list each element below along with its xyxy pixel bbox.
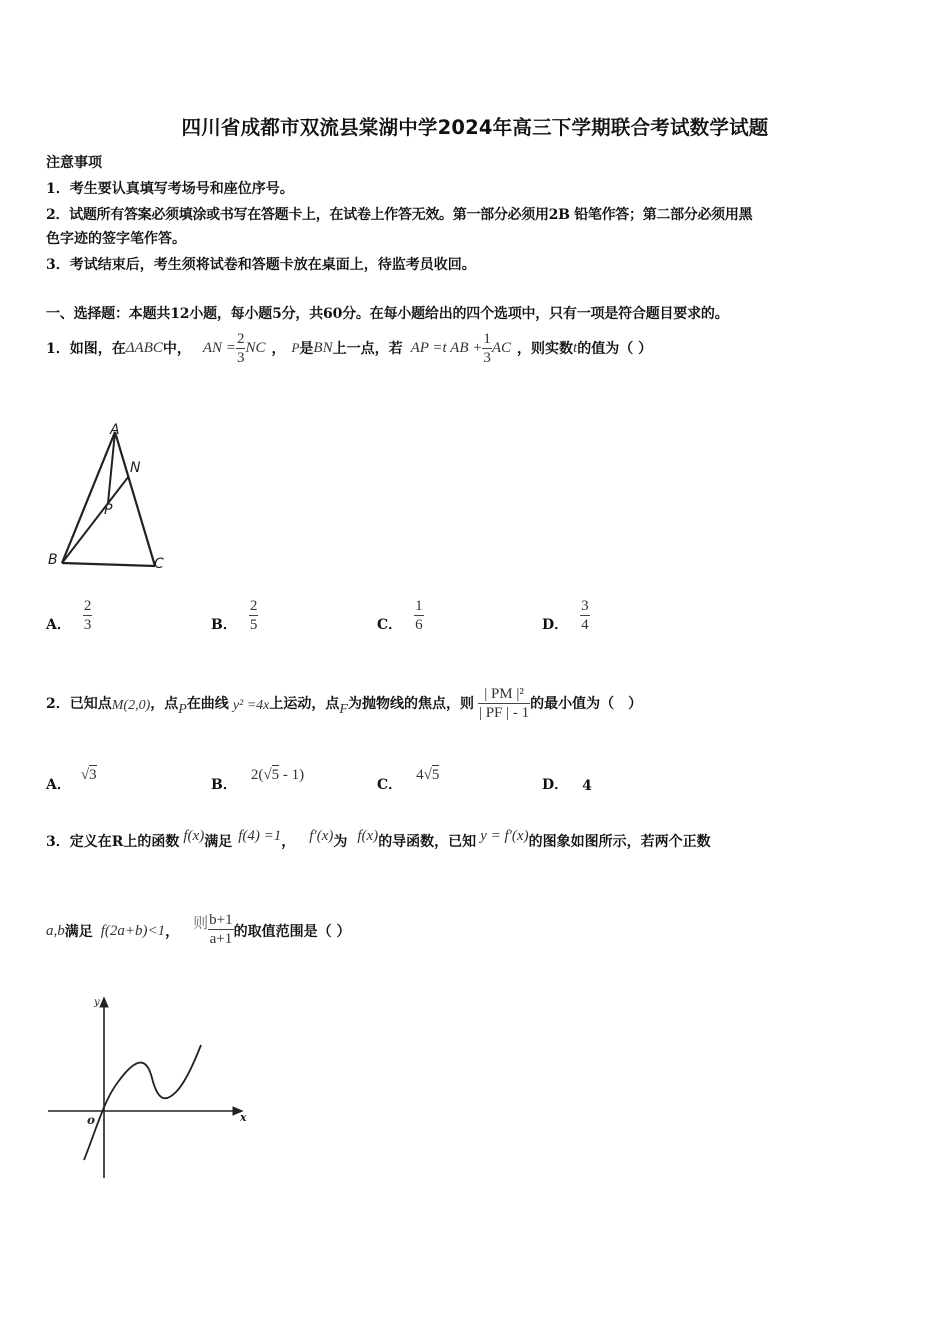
question-1-stem bbox=[46, 326, 652, 370]
q1-option-b[interactable] bbox=[211, 596, 258, 634]
q1-bn: BN bbox=[313, 339, 333, 356]
q3-ab: a,b bbox=[46, 922, 65, 939]
q2-curve: y² =4x bbox=[232, 698, 270, 713]
question-3-stem bbox=[46, 824, 711, 858]
q2-fraction: $\frac{\text{| PM |²}}{| PF | - 1}$ bbox=[478, 685, 530, 721]
q3-text: 为 bbox=[333, 834, 348, 850]
q2-text: ，点 bbox=[150, 696, 179, 712]
q1-ac: AC bbox=[491, 339, 512, 356]
option-value: √3 bbox=[80, 767, 97, 783]
option-fraction: $\frac{1}{6}$ bbox=[415, 597, 423, 633]
option-label: B． bbox=[211, 777, 237, 793]
notice-item-2a: 2．试题所有答案必须填涂或书写在答题卡上，在试卷上作答无效。第一部分必须用2B 铅笔作答；第二部分必须用黑 bbox=[46, 207, 753, 223]
q1-text: 上一点，若 bbox=[332, 341, 403, 357]
option-fraction: $\frac{2}{3}$ bbox=[83, 597, 92, 633]
q1-text: 的值为（ ） bbox=[577, 341, 653, 357]
label-p: P bbox=[104, 502, 113, 518]
notice-heading: 注意事项 bbox=[46, 155, 102, 171]
q2-option-c[interactable] bbox=[377, 764, 439, 794]
q1-text: ， bbox=[271, 341, 286, 357]
q3-ze: 则 bbox=[193, 915, 209, 932]
section-heading: 一、选择题：本题共12小题，每小题5分，共60分。在每小题给出的四个选项中，只有一项是符合题目要求的。 bbox=[46, 306, 729, 322]
q3-fx: f(x) bbox=[183, 827, 205, 844]
label-b: B bbox=[48, 552, 58, 568]
q3-text: 的取值范围是（ ） bbox=[233, 924, 351, 940]
q2-m: M(2,0) bbox=[111, 698, 151, 713]
label-origin: o bbox=[87, 1113, 96, 1127]
q3-f4: f(4) =1 bbox=[238, 827, 282, 844]
question-3-line2 bbox=[46, 904, 351, 954]
q2-text: 2．已知点 bbox=[46, 696, 112, 712]
q1-text: 1．如图，在 bbox=[46, 341, 126, 357]
q3-text: 满足 bbox=[64, 924, 93, 940]
option-value: 2(√5 - 1) bbox=[250, 767, 305, 783]
option-label: D． bbox=[542, 777, 569, 793]
option-label: B． bbox=[211, 617, 237, 633]
q2-p: P bbox=[178, 702, 187, 717]
q1-p: P bbox=[291, 340, 300, 355]
q3-text: 3．定义在R上的函数 bbox=[46, 834, 180, 850]
q3-fx2: f(x) bbox=[357, 827, 379, 844]
q2-f: F bbox=[339, 702, 348, 717]
q1-ap: AP =t AB + bbox=[410, 339, 483, 356]
derivative-curve bbox=[84, 1045, 201, 1160]
option-label: C． bbox=[377, 617, 403, 633]
option-value: 4√5 bbox=[416, 767, 440, 783]
question-2-stem bbox=[46, 680, 642, 726]
q2-option-d[interactable] bbox=[542, 764, 592, 794]
q1-t: t bbox=[573, 339, 578, 356]
q1-text: ，则实数 bbox=[517, 341, 574, 357]
label-a: A bbox=[110, 422, 120, 438]
q1-nc: NC bbox=[245, 339, 266, 356]
option-label: D． bbox=[542, 617, 569, 633]
q2-text: 在曲线 bbox=[186, 696, 229, 712]
q3-text: 的导函数，已知 bbox=[378, 834, 477, 850]
q3-text: ， bbox=[165, 924, 180, 940]
q1-text: 中， bbox=[162, 341, 191, 357]
q3-fpx: f′(x) bbox=[309, 827, 334, 844]
triangle-figure bbox=[44, 418, 174, 578]
option-label: A． bbox=[46, 777, 71, 793]
q1-option-a[interactable] bbox=[46, 596, 92, 634]
q3-yfpx: y = f′(x) bbox=[480, 827, 529, 844]
q1-text: 是 bbox=[299, 341, 314, 357]
page-title: 四川省成都市双流县棠湖中学2024年高三下学期联合考试数学试题 bbox=[181, 116, 769, 139]
q3-text: 满足 bbox=[204, 834, 233, 850]
q1-an: AN = bbox=[202, 339, 236, 356]
option-fraction: $\frac{3}{4}$ bbox=[581, 597, 589, 633]
label-n: N bbox=[130, 460, 141, 476]
q2-text: 的最小值为（ ） bbox=[530, 696, 643, 712]
q1-fraction-2: $\frac{1}{3}$ bbox=[483, 330, 491, 366]
q2-option-b[interactable] bbox=[211, 764, 304, 794]
q2-text: 为抛物线的焦点，则 bbox=[347, 696, 474, 712]
option-label: A． bbox=[46, 617, 71, 633]
q1-fraction: $\frac{2}{3}$ bbox=[236, 330, 245, 366]
notice-item-2b: 色字迹的签字笔作答。 bbox=[46, 231, 186, 247]
q1-option-c[interactable] bbox=[377, 596, 424, 634]
label-y: y bbox=[94, 997, 100, 1008]
q1-option-d[interactable] bbox=[542, 596, 590, 634]
q2-option-a[interactable] bbox=[46, 764, 97, 794]
q3-cond: f(2a+b)<1 bbox=[100, 922, 166, 939]
label-c: C bbox=[154, 556, 164, 572]
q1-triangle: ΔABC bbox=[125, 339, 163, 356]
q3-text: 的图象如图所示，若两个正数 bbox=[528, 834, 711, 850]
derivative-graph bbox=[44, 990, 254, 1185]
q2-text: 上运动，点 bbox=[269, 696, 340, 712]
label-x: x bbox=[240, 1111, 247, 1124]
notice-item-3: 3．考试结束后，考生须将试卷和答题卡放在桌面上，待监考员收回。 bbox=[46, 257, 476, 273]
notice-item-1: 1．考生要认真填写考场号和座位序号。 bbox=[46, 181, 294, 197]
option-fraction: $\frac{2}{5}$ bbox=[249, 597, 258, 633]
option-value: 4 bbox=[582, 778, 592, 794]
q3-fraction: $\frac{b+1}{a+1}$ bbox=[209, 911, 233, 947]
q3-text: ， bbox=[281, 834, 296, 850]
option-label: C． bbox=[377, 777, 403, 793]
